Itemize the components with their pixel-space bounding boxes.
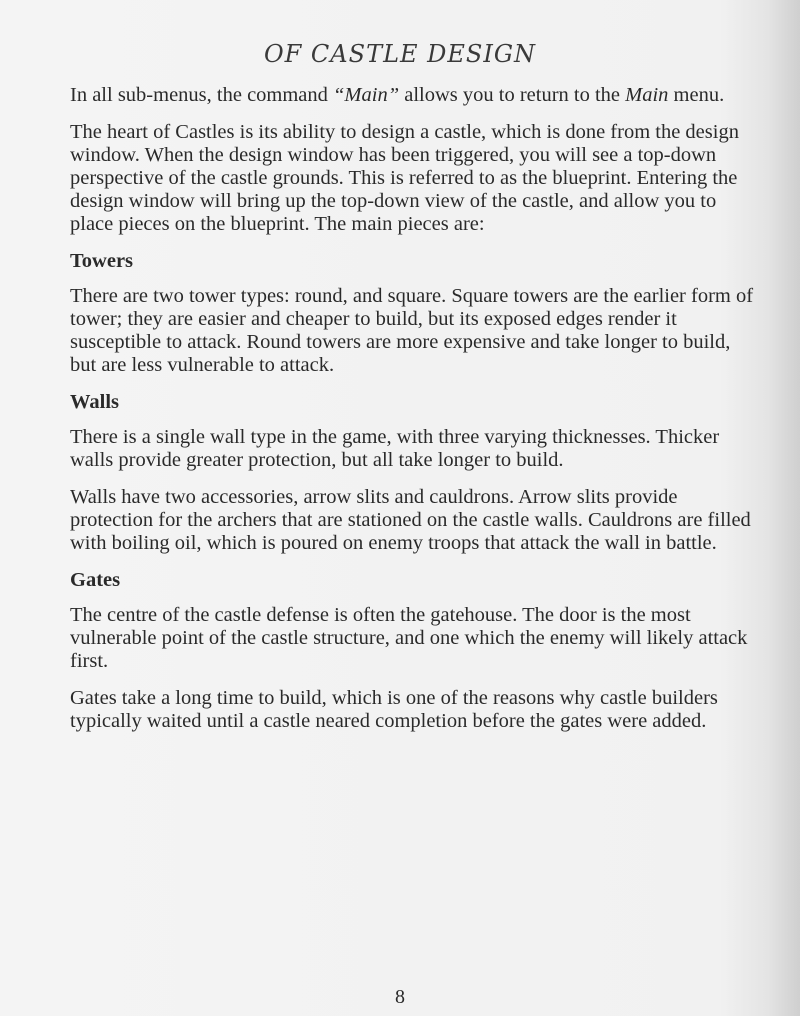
page-content — [70, 84, 760, 747]
gates-heading: Gates — [70, 569, 121, 591]
towers-heading: Towers — [70, 250, 134, 272]
walls-heading: Walls — [70, 391, 119, 413]
gates-paragraph-2: Gates take a long time to build, which is one of the reasons why castle builders typically waited until a castle neared completion before the gates were added. — [70, 687, 718, 732]
intro-middle: allows you to return to the — [399, 84, 626, 106]
towers-paragraph: There are two tower types: round, and square. Square towers are the earlier form of tower; they are easier and cheaper to build, but its exposed edges render it susceptible to attack. Round towers are more expensive and take longer to build, but are less vulnerable to attack. — [70, 285, 754, 376]
main-menu-word: Main — [625, 84, 669, 106]
page-title: OF CASTLE DESIGN — [263, 40, 537, 68]
intro-prefix: In all sub-menus, the command — [70, 84, 334, 106]
walls-paragraph-2: Walls have two accessories, arrow slits and cauldrons. Arrow slits provide protection for the archers that are stationed on the castle walls. Cauldrons are filled with boiling oil, which is poured on enemy troops that attack the wall in battle. — [70, 486, 751, 554]
main-command: “Main” — [333, 84, 400, 106]
intro-suffix: menu. — [668, 84, 725, 106]
intro-paragraph — [70, 84, 760, 107]
design-window-paragraph: The heart of Castles is its ability to design a castle, which is done from the design window. When the design window has been triggered, you will see a top-down perspective of the castle grounds. This is referred to as the blueprint. Entering the design window will bring up the top-down view of the castle, and allow you to place pieces on the blueprint. The main pieces are: — [70, 121, 739, 235]
page-number: 8 — [395, 986, 405, 1008]
gates-paragraph-1: The centre of the castle defense is often the gatehouse. The door is the most vulnerable point of the castle structure, and one which the enemy will likely attack first. — [70, 604, 748, 672]
walls-paragraph-1: There is a single wall type in the game, with three varying thicknesses. Thicker walls provide greater protection, but all take longer to build. — [70, 426, 720, 471]
